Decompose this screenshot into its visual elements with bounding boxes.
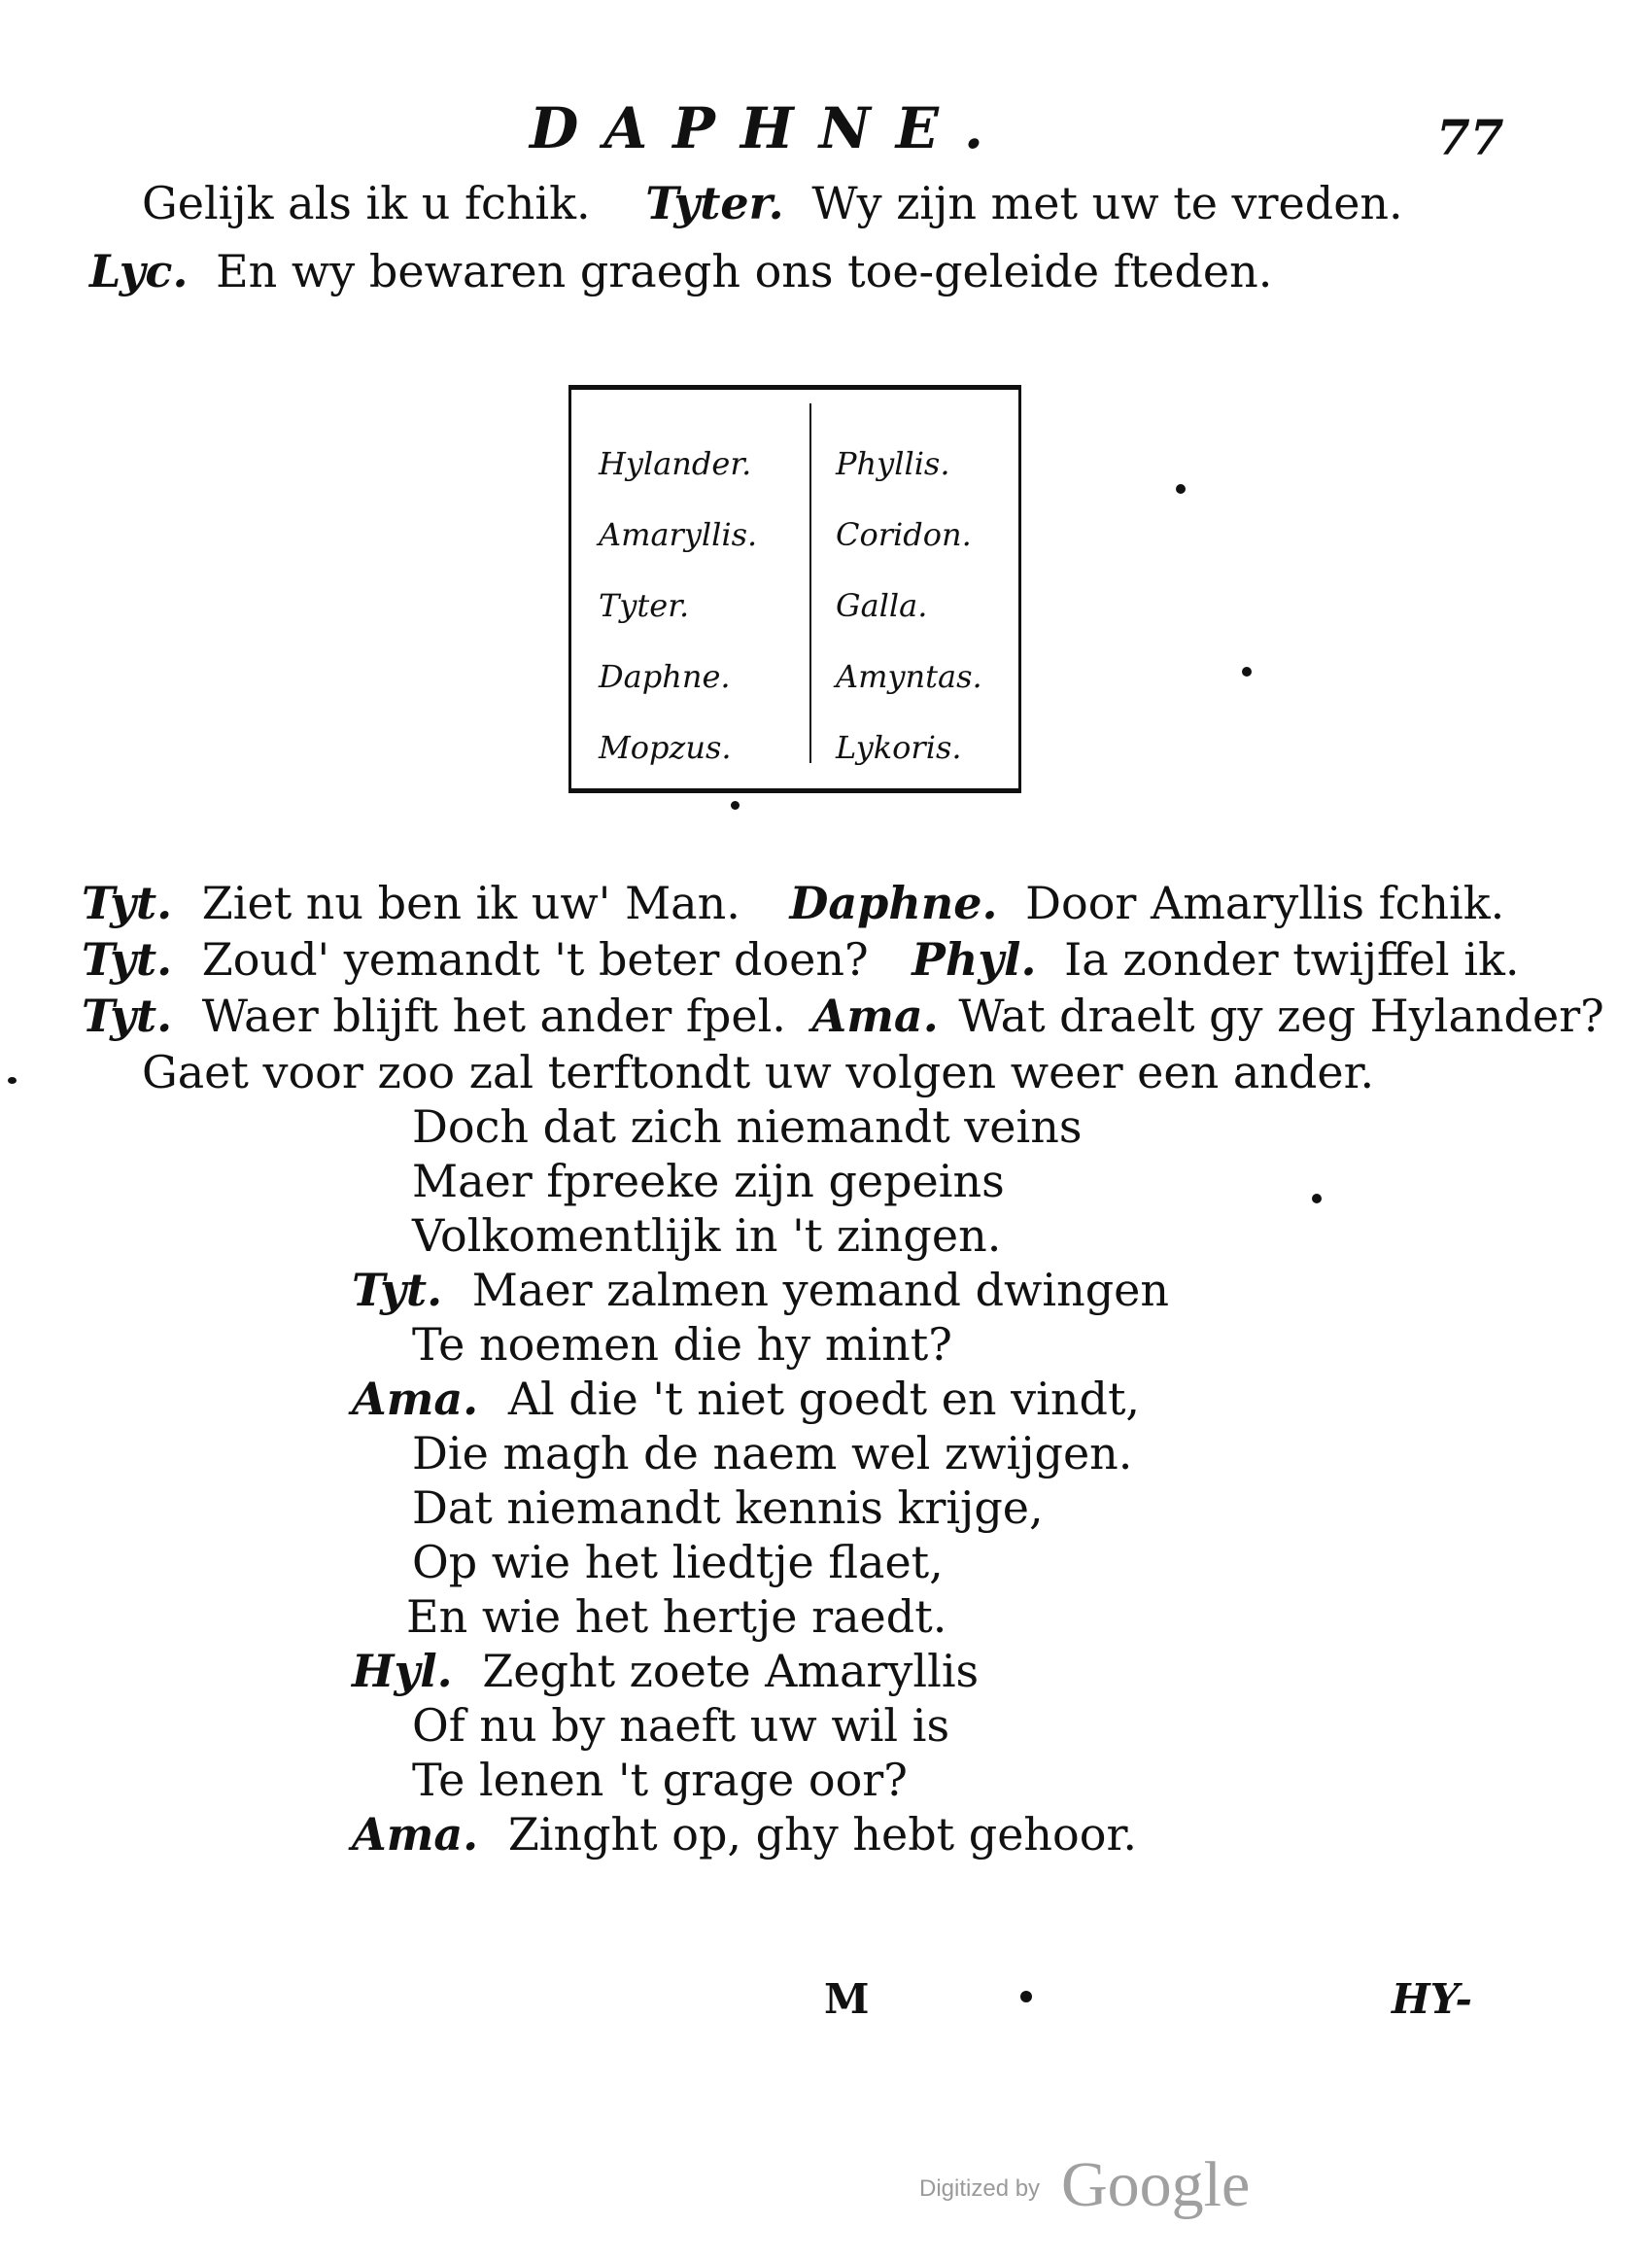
line-text: Gelijk als ik u fchik. — [142, 177, 591, 229]
cast-name: Mopzus. — [599, 729, 732, 766]
speaker-label: Hyl. — [352, 1645, 453, 1697]
line-text: Gaet voor zoo zal terftondt uw volgen weer een ander. — [142, 1046, 1375, 1098]
cast-column-left — [599, 429, 757, 783]
song-line — [412, 1209, 1002, 1262]
song-line — [412, 1481, 1044, 1534]
page-number: 77 — [1436, 109, 1504, 166]
speaker-label: Phyl. — [912, 933, 1037, 986]
song-line — [412, 1427, 1133, 1479]
cast-name: Daphne. — [599, 658, 731, 695]
cast-name: Tyter. — [599, 587, 690, 624]
ink-speck — [1176, 484, 1186, 494]
speaker-label: Tyt. — [82, 990, 173, 1042]
song-line — [406, 1590, 947, 1643]
song-line — [412, 1536, 944, 1588]
line-text: Die magh de naem wel zwijgen. — [412, 1427, 1133, 1479]
speaker-label: Ama. — [352, 1808, 479, 1861]
cast-name: Phyllis. — [836, 445, 950, 482]
song-line — [412, 1754, 908, 1806]
cast-name: Coridon. — [836, 516, 972, 553]
line-text: Waer blijft het ander fpel. — [201, 990, 786, 1042]
dialogue-line — [82, 933, 1520, 986]
opening-line — [89, 245, 1273, 297]
song-line — [412, 1155, 1005, 1207]
speaker-label: Daphne. — [789, 877, 998, 929]
running-title: DAPHNE. — [530, 95, 1010, 161]
song-line — [412, 1699, 950, 1752]
line-text: Zoud' yemandt 't beter doen? — [201, 933, 869, 986]
line-text: Ziet nu ben ik uw' Man. — [201, 877, 740, 929]
cast-name: Amyntas. — [836, 658, 982, 695]
cast-column-right — [836, 429, 982, 783]
speaker-label: Tyt. — [352, 1264, 443, 1316]
cast-list-box — [568, 385, 1021, 793]
cast-divider — [809, 403, 811, 763]
song-line — [352, 1373, 1141, 1425]
line-text: Wat draelt gy zeg Hylander? — [958, 990, 1604, 1042]
ink-speck — [1312, 1194, 1322, 1203]
line-text: Zeght zoete Amaryllis — [482, 1645, 980, 1697]
song-line — [412, 1100, 1083, 1153]
cast-name: Lykoris. — [836, 729, 962, 766]
line-text: Ia zonder twijffel ik. — [1064, 933, 1520, 986]
song-line — [352, 1645, 980, 1697]
line-text: Door Amaryllis fchik. — [1025, 877, 1505, 929]
digitized-by-label: Digitized by — [919, 2175, 1041, 2202]
song-line — [352, 1808, 1138, 1861]
line-text: Zinght op, ghy hebt gehoor. — [507, 1808, 1138, 1861]
speaker-label: Tyter. — [645, 177, 784, 229]
line-text: En wy bewaren graegh ons toe-geleide fteden. — [216, 245, 1273, 297]
line-text: Maer fpreeke zijn gepeins — [412, 1155, 1005, 1207]
speaker-label: Tyt. — [82, 877, 173, 929]
cast-name: Amaryllis. — [599, 516, 758, 553]
line-text: Te noemen die hy mint? — [412, 1318, 952, 1371]
ink-speck — [8, 1077, 17, 1084]
dialogue-line — [82, 990, 1604, 1042]
line-text: Wy zijn met uw te vreden. — [811, 177, 1403, 229]
speaker-label: Ama. — [811, 990, 939, 1042]
song-line — [352, 1264, 1170, 1316]
ink-speck — [1020, 1991, 1032, 2002]
dialogue-line — [82, 877, 1505, 929]
line-text: Of nu by naeft uw wil is — [412, 1699, 950, 1752]
catchword: HY- — [1392, 1975, 1472, 2023]
line-text: Volkomentlijk in 't zingen. — [412, 1209, 1002, 1262]
google-logo: Google — [1061, 2149, 1251, 2220]
ink-speck — [731, 801, 740, 810]
line-text: Al die 't niet goedt en vindt, — [507, 1373, 1141, 1425]
speaker-label: Lyc. — [89, 245, 189, 297]
cast-name: Hylander. — [599, 445, 752, 482]
line-text: Maer zalmen yemand dwingen — [471, 1264, 1170, 1316]
line-text: Dat niemandt kennis krijge, — [412, 1481, 1044, 1534]
cast-name: Galla. — [836, 587, 928, 624]
line-text: Te lenen 't grage oor? — [412, 1754, 908, 1806]
speaker-label: Tyt. — [82, 933, 173, 986]
opening-line — [142, 177, 1403, 229]
line-text: Doch dat zich niemandt veins — [412, 1100, 1083, 1153]
ink-speck — [1242, 667, 1252, 677]
line-text: En wie het hertje raedt. — [406, 1590, 947, 1643]
song-line — [412, 1318, 952, 1371]
line-text: Op wie het liedtje flaet, — [412, 1536, 944, 1588]
signature-mark: M — [824, 1975, 870, 2023]
speaker-label: Ama. — [352, 1373, 479, 1425]
dialogue-line — [142, 1046, 1375, 1098]
